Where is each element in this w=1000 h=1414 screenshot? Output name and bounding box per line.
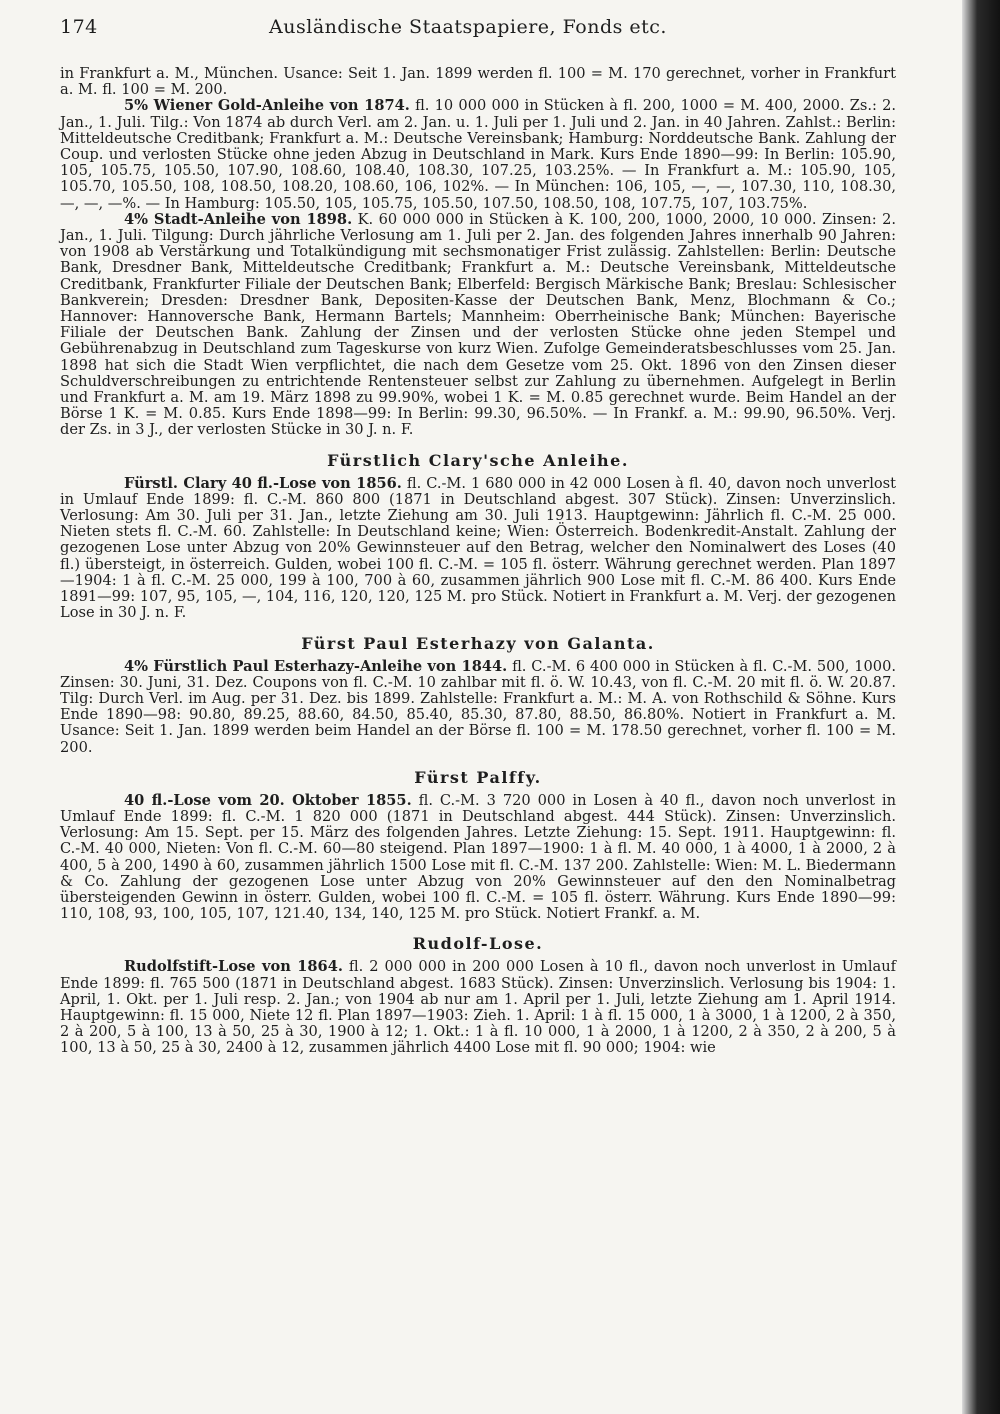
section-palffy — [60, 768, 896, 923]
paragraph-gold-anleihe-1874 — [60, 98, 896, 211]
entry-title: Rudolfstift-Lose von 1864. — [124, 958, 343, 976]
paragraph-text: fl. C.-M. 1 680 000 in 42 000 Losen à fl. 40, davon noch unverlost in Umlauf Ende 1899: fl. C.-M. 860 800 (1871 in Deutschland abgest. 307 Stück). Zinsen: Unverzinslich. Verlosung: Am 30. Juli per 31. Jan., letzte Ziehung am 30. Juli 1913. Hauptgewinn: Jährlich fl. C.-M. 25 000. Nieten stets fl. C.-M. 60. Zahlstelle: In Deutschland keine; Wien: Österreich. Bodenkredit-Anstalt. Zahlung der gezogenen Lose unter Abzug von 20% Gewinnsteuer auf den Betrag, welcher den Nominalwert des Loses (40 fl.) übersteigt, in österreich. Gulden, wobei 100 fl. C.-M. = 105 fl. österr. Währung gerechnet werden. Plan 1897—1904: 1 à fl. C.-M. 25 000, 199 à 100, 700 à 60, zusammen jährlich 900 Lose mit fl. C.-M. 86 400. Kurs Ende 1891—99: 107, 95, 105, —, 104, 116, 120, 120, 125 M. pro Stück. Notiert in Frankfurt a. M. Verj. der gezogenen Lose in 30 J. n. F. — [60, 474, 897, 622]
paragraph-esterhazy-anleihe — [60, 659, 896, 756]
page-header — [60, 16, 896, 46]
paragraph-text: K. 60 000 000 in Stücken à K. 100, 200, 1000, 2000, 10 000. Zinsen: 2. Jan., 1. Juli. Tilgung: Durch jährliche Verlosung am 1. Juli per 2. Jan. des folgenden Jahres innerhalb 90 Jahren: von 1908 ab Verstärkung und Totalkündigung mit sechsmonatiger Frist zulässig. Zahlstellen: Berlin: Deutsche Bank, Dresdner Bank, Mitteldeutsche Creditbank; Frankfurt a. M.: Deutsche Vereinsbank, Mitteldeutsche Creditbank, Frankfurter Filiale der Deutschen Bank; Elberfeld: Bergisch Märkische Bank; Breslau: Schlesischer Bankverein; Dresden: Dresdner Bank, Depositen-Kasse der Deutschen Bank, Menz, Blochmann & Co.; Hannover: Hannoversche Bank, Hermann Bartels; Mannheim: Oberrheinische Bank; München: Bayerische Filiale der Deutschen Bank. Zahlung der Zinsen und der verlosten Stücke ohne jeden Stempel und Gebührenabzug in Deutschland zum Tageskurse von kurz Wien. Zufolge Gemeinderatsbeschlusses vom 25. Jan. 1898 hat sich die Stadt Wien verpflichtet, die nach dem Gesetze vom 25. Okt. 1896 von den Zinsen dieser Schuldverschreibungen zu entrichtende Rentensteuer selbst zur Zahlung zu übernehmen. Aufgelegt in Berlin und Frankfurt a. M. am 19. März 1898 zu 99.90%, wobei 1 K. = M. 0.85 gerechnet wurde. Beim Handel an der Börse 1 K. = M. 0.85. Kurs Ende 1898—99: In Berlin: 99.30, 96.50%. — In Frankf. a. M.: 99.90, 96.50%. Verj. der Zs. in 3 J., der verlosten Stücke in 30 J. n. F. — [60, 210, 896, 439]
scan-page-edge — [962, 0, 1000, 1414]
document-page — [60, 16, 896, 1057]
paragraph-clary-lose — [60, 476, 896, 622]
entry-title: 5% Wiener Gold-Anleihe von 1874. — [124, 97, 410, 115]
entry-title: 4% Stadt-Anleihe von 1898. — [124, 210, 353, 228]
paragraph-text: fl. C.-M. 3 720 000 in Losen à 40 fl., davon noch unverlost in Umlauf Ende 1899: fl. C.-M. 1 820 000 (1871 in Deutschland abgest. 444 Stück). Zinsen: Unverzinslich. Verlosung: Am 15. Sept. per 15. März des folgenden Jahres. Letzte Ziehung: 15. Sept. 1911. Hauptgewinn: fl. C.-M. 40 000, Nieten: Von fl. C.-M. 60—80 steigend. Plan 1897—1900: 1 à fl. M. 40 000, 1 à 4000, 1 à 2000, 2 à 400, 5 à 200, 1490 à 60, zusammen jährlich 1500 Lose mit fl. C.-M. 137 200. Zahlstelle: Wien: M. L. Biedermann & Co. Zahlung der gezogenen Lose unter Abzug von 20% Gewinnsteuer auf den den Nominalbetrag übersteigenden Gewinn in österr. Gulden, wobei 100 fl. C.-M. = 105 fl. österr. Währung. Kurs Ende 1890—99: 110, 108, 93, 100, 105, 107, 121.40, 134, 140, 125 M. pro Stück. Notiert Frankf. a. M. — [60, 791, 896, 923]
paragraph-text: in Frankfurt a. M., München. Usance: Seit 1. Jan. 1899 werden fl. 100 = M. 170 gerechnet, vorher in Frankfurt a. M. fl. 100 = M. 200. — [60, 65, 896, 99]
paragraph-stadt-anleihe-1898 — [60, 212, 896, 439]
section-clary — [60, 451, 896, 622]
section-heading: Fürst Paul Esterhazy von Galanta. — [301, 633, 655, 653]
section-heading: Rudolf-Lose. — [412, 934, 544, 954]
entry-title: 40 fl.-Lose vom 20. Oktober 1855. — [124, 791, 412, 809]
paragraph-text: fl. 2 000 000 in 200 000 Losen à 10 fl., davon noch unverlost in Umlauf Ende 1899: fl. 765 500 (1871 in Deutschland abgest. 1683 Stück). Zinsen: Unverzinslich. Verlosung bis 1904: 1. April, 1. Okt. per 1. Juli resp. 2. Jan.; von 1904 ab nur am 1. April per 1. Juli, letzte Ziehung am 1. April 1914. Hauptgewinn: fl. 15 000, Niete 12 fl. Plan 1897—1903: Zieh. 1. April: 1 à fl. 15 000, 1 à 3000, 1 à 1200, 2 à 350, 2 à 200, 5 à 100, 13 à 50, 25 à 30, 1900 à 12; 1. Okt.: 1 à fl. 10 000, 1 à 2000, 1 à 1200, 2 à 350, 2 à 200, 5 à 100, 13 à 50, 25 à 30, 2400 à 12, zusammen jährlich 4400 Lose mit fl. 90 000; 1904: wie — [60, 958, 897, 1057]
entry-title: 4% Fürstlich Paul Esterhazy-Anleihe von 1844. — [124, 657, 508, 675]
section-heading: Fürstlich Clary'sche Anleihe. — [327, 450, 629, 470]
section-rudolf — [60, 934, 896, 1056]
paragraph-continuation — [60, 66, 896, 98]
section-esterhazy — [60, 634, 896, 756]
vienna-entries — [60, 66, 896, 439]
paragraph-palffy-lose — [60, 793, 896, 923]
section-heading: Fürst Palffy. — [414, 767, 542, 787]
page-number: 174 — [60, 16, 98, 38]
running-title: Ausländische Staatspapiere, Fonds etc. — [269, 16, 667, 38]
paragraph-text: fl. C.-M. 6 400 000 in Stücken à fl. C.-M. 500, 1000. Zinsen: 30. Juni, 31. Dez. Coupons von fl. C.-M. 10 zahlbar mit fl. ö. W. 10.43, von fl. C.-M. 20 mit fl. ö. W. 20.87. Tilg: Durch Verl. im Aug. per 31. Dez. bis 1899. Zahlstelle: Frankfurt a. M.: M. A. von Rothschild & Söhne. Kurs Ende 1890—98: 90.80, 89.25, 88.60, 84.50, 85.40, 85.30, 87.80, 88.50, 86.80%. Notiert in Frankfurt a. M. Usance: Seit 1. Jan. 1899 werden beim Handel an der Börse fl. 100 = M. 178.50 gerechnet, vorher fl. 100 = M. 200. — [60, 657, 896, 756]
paragraph-rudolfstift-lose — [60, 959, 896, 1056]
entry-title: Fürstl. Clary 40 fl.-Lose von 1856. — [124, 474, 402, 492]
paragraph-text: fl. 10 000 000 in Stücken à fl. 200, 1000 = M. 400, 2000. Zs.: 2. Jan., 1. Juli. Tilg.: Von 1874 ab durch Verl. am 2. Jan. u. 1. Juli per 1. Juli und 2. Jan. in 40 Jahren. Zahlst.: Berlin: Mitteldeutsche Creditbank; Frankfurt a. M.: Deutsche Vereinsbank; Hamburg: Norddeutsche Bank. Zahlung der Coup. und verlosten Stücke ohne jeden Abzug in Deutschland in Mark. Kurs Ende 1890—99: In Berlin: 105.90, 105, 105.75, 105.50, 107.90, 108.60, 108.40, 108.30, 107.25, 103.25%. — In Frankfurt a. M.: 105.90, 105, 105.70, 105.50, 108, 108.50, 108.20, 108.60, 106, 102%. — In München: 106, 105, —, —, 107.30, 110, 108.30, —, —, —%. — In Hamburg: 105.50, 105, 105.75, 105.50, 107.50, 108.50, 108, 107.75, 107, 103.75%. — [60, 97, 897, 212]
